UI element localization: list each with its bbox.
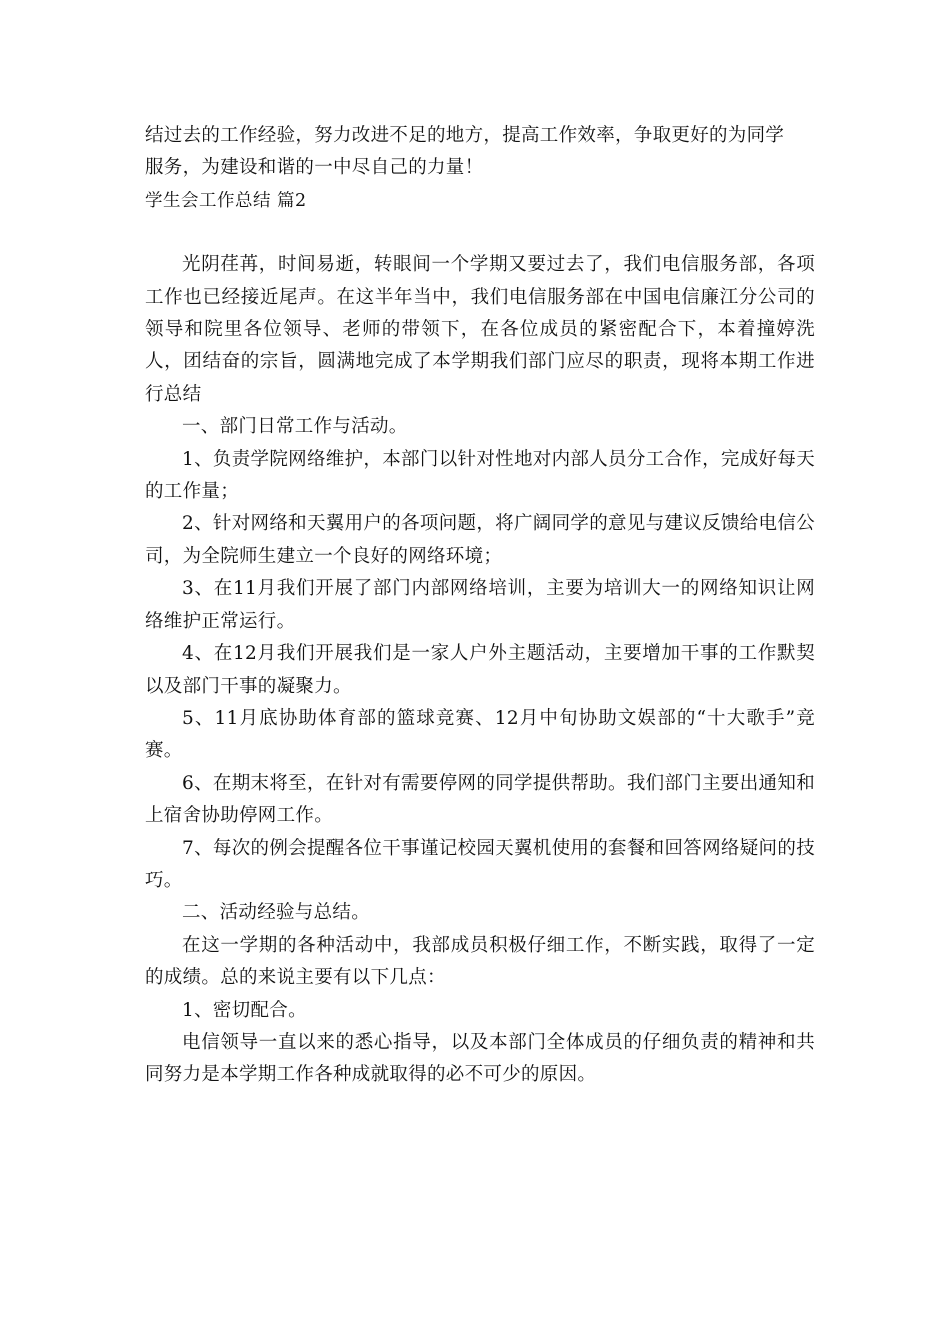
blank-line — [145, 217, 815, 249]
paragraph-item-3: 3、在11月我们开展了部门内部网络培训，主要为培训大一的网络知识让网络维护正常运行。 — [145, 578, 815, 632]
paragraph-item-2: 2、针对网络和天翼用户的各项问题，将广阔同学的意见与建议反馈给电信公司，为全院师生建立一个良好的网络环境； — [145, 513, 815, 567]
intro-line-1: 结过去的工作经验，努力改进不足的地方，提高工作效率，争取更好的为同学 — [145, 125, 785, 146]
document-body — [145, 120, 815, 1092]
paragraph-item-1: 1、负责学院网络维护，本部门以针对性地对内部人员分工合作，完成好每天的工作量； — [145, 448, 815, 503]
paragraph-item-4: 4、在12月我们开展我们是一家人户外主题活动，主要增加干事的工作默契以及部门干事的凝聚力。 — [145, 643, 815, 697]
paragraph-summary: 在这一学期的各种活动中，我部成员积极仔细工作，不断实践，取得了一定的成绩。总的来说主要有以下几点： — [145, 934, 815, 989]
paragraph-point-1: 1、密切配合。 — [182, 999, 307, 1021]
paragraph-section-2: 二、活动经验与总结。 — [182, 902, 371, 924]
paragraph-item-7: 7、每次的例会提醒各位干事谨记校园天翼机使用的套餐和回答网络疑问的技巧。 — [145, 837, 815, 891]
paragraph-intro: 光阴荏苒，时间易逝，转眼间一个学期又要过去了，我们电信服务部，各项工作也已经接近尾声。在这半年当中，我们电信服务部在中国电信廉江分公司的领导和院里各位领导、老师的带领下，在各位成员的紧密配合下，本着撞婷洗人，团结奋的宗旨，圆满地完成了本学期我们部门应尽的职责，现将本期工作进行总结 — [145, 254, 815, 405]
paragraph-item-6: 6、在期末将至，在针对有需要停网的同学提供帮助。我们部门主要出通知和上宿舍协助停网工作。 — [145, 772, 815, 827]
intro-line-2: 服务，为建设和谐的一中尽自己的力量！ — [145, 157, 484, 179]
section-title: 学生会工作总结 篇2 — [145, 190, 307, 211]
paragraph-section-1: 一、部门日常工作与活动。 — [182, 416, 408, 438]
paragraph-item-5: 5、11月底协助体育部的篮球竞赛、12月中旬协助文娱部的“十大歌手”竞赛。 — [145, 707, 815, 762]
paragraph-point-1-detail: 电信领导一直以来的悉心指导，以及本部门全体成员的仔细负责的精神和共同努力是本学期工作各种成就取得的必不可少的原因。 — [145, 1031, 815, 1086]
